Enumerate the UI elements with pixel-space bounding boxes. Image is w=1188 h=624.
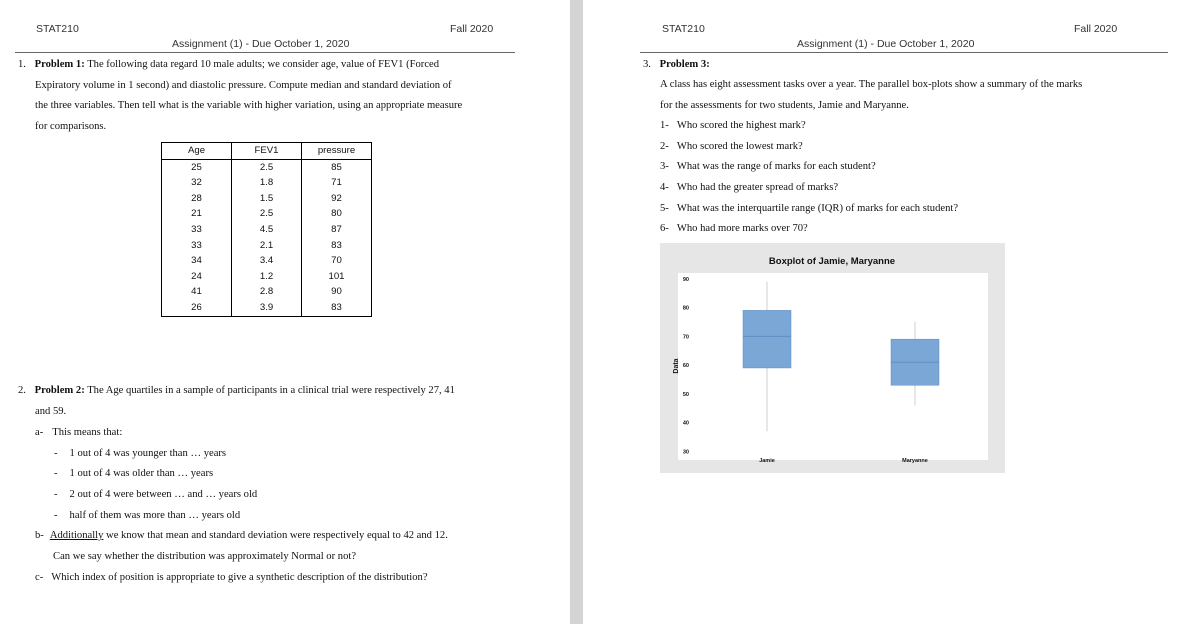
question-item: 5- What was the interquartile range (IQR) of marks for each student? <box>660 203 959 214</box>
term: Fall 2020 <box>1074 23 1118 35</box>
header-pressure: pressure <box>302 143 372 160</box>
cell-age: 28 <box>162 191 232 207</box>
table-row <box>162 222 372 238</box>
table-row <box>162 284 372 300</box>
left-page <box>0 0 570 624</box>
question-item: 4- Who had the greater spread of marks? <box>660 182 839 193</box>
cell-fev1: 4.5 <box>232 222 302 238</box>
table-row <box>162 253 372 269</box>
y-axis-label: Data <box>673 358 680 374</box>
cell-pressure: 85 <box>302 159 372 175</box>
y-tick-label: 80 <box>682 305 689 312</box>
cell-pressure: 90 <box>302 284 372 300</box>
assignment-title: Assignment (1) - Due October 1, 2020 <box>172 38 350 50</box>
bullet-item: - 2 out of 4 were between … and … years old <box>54 489 258 500</box>
y-tick-label: 70 <box>682 334 689 341</box>
table-row <box>162 175 372 191</box>
cell-fev1: 1.2 <box>232 269 302 285</box>
y-tick-label: 60 <box>682 363 689 370</box>
boxplot-svg <box>660 243 1005 473</box>
bullet-item: - 1 out of 4 was younger than … years <box>54 448 227 459</box>
cell-pressure: 80 <box>302 206 372 222</box>
cell-age: 33 <box>162 222 232 238</box>
cell-pressure: 92 <box>302 191 372 207</box>
part-b: b- Additionally we know that mean and standard deviation were respectively equal to 42 and 12. <box>35 530 448 541</box>
table-row <box>162 159 372 175</box>
cell-age: 25 <box>162 159 232 175</box>
term: Fall 2020 <box>450 23 494 35</box>
cell-age: 21 <box>162 206 232 222</box>
cell-age: 26 <box>162 300 232 316</box>
problem-2-line-1: 2. Problem 2: The Age quartiles in a sample of participants in a clinical trial were respectively 27, 41 <box>18 385 455 396</box>
y-tick-label: 50 <box>682 391 689 398</box>
cell-pressure: 70 <box>302 253 372 269</box>
course-code: STAT210 <box>662 23 705 35</box>
table-row <box>162 238 372 254</box>
header-age: Age <box>162 143 232 160</box>
cell-fev1: 2.8 <box>232 284 302 300</box>
problem-1-line-2: Expiratory volume in 1 second) and diastolic pressure. Compute median and standard deviation of <box>35 80 452 91</box>
problem-1-line-4: for comparisons. <box>35 121 107 132</box>
chart-title: Boxplot of Jamie, Maryanne <box>768 256 896 267</box>
cell-pressure: 87 <box>302 222 372 238</box>
header-rule <box>15 52 515 53</box>
cell-fev1: 1.8 <box>232 175 302 191</box>
cell-fev1: 2.1 <box>232 238 302 254</box>
table-row <box>162 269 372 285</box>
part-c: c- Which index of position is appropriate to give a synthetic description of the distribution? <box>35 572 428 583</box>
cell-fev1: 3.9 <box>232 300 302 316</box>
y-tick-label: 30 <box>682 449 689 456</box>
question-item: 6- Who had more marks over 70? <box>660 223 808 234</box>
problem-1-line-3: the three variables. Then tell what is the variable with higher variation, using an appropriate measure <box>35 100 463 111</box>
question-item: 2- Who scored the lowest mark? <box>660 141 803 152</box>
cell-fev1: 1.5 <box>232 191 302 207</box>
cell-age: 24 <box>162 269 232 285</box>
question-item: 1- Who scored the highest mark? <box>660 120 806 131</box>
problem-2-line-2: and 59. <box>35 406 67 417</box>
x-category-label: Maryanne <box>902 458 928 464</box>
cell-pressure: 83 <box>302 300 372 316</box>
header-fev1: FEV1 <box>232 143 302 160</box>
cell-pressure: 101 <box>302 269 372 285</box>
part-b-line-2: Can we say whether the distribution was approximately Normal or not? <box>53 551 357 562</box>
cell-age: 32 <box>162 175 232 191</box>
problem-1-line-1: 1. Problem 1: The following data regard 10 male adults; we consider age, value of FEV1 (Forced <box>18 59 440 70</box>
cell-pressure: 71 <box>302 175 372 191</box>
cell-age: 41 <box>162 284 232 300</box>
cell-fev1: 2.5 <box>232 206 302 222</box>
boxplot-chart <box>660 243 1005 473</box>
assignment-title: Assignment (1) - Due October 1, 2020 <box>797 38 975 50</box>
y-tick-label: 90 <box>682 276 689 283</box>
problem-3-line-1: A class has eight assessment tasks over a year. The parallel box-plots show a summary of the marks <box>660 79 1083 90</box>
table-row <box>162 300 372 316</box>
table-header-row <box>162 143 372 160</box>
table-row <box>162 191 372 207</box>
table-row <box>162 206 372 222</box>
page-gutter <box>570 0 583 624</box>
part-a: a- This means that: <box>35 427 123 438</box>
data-table <box>161 142 372 317</box>
course-code: STAT210 <box>36 23 79 35</box>
bullet-item: - half of them was more than … years old <box>54 510 241 521</box>
bullet-item: - 1 out of 4 was older than … years <box>54 468 214 479</box>
iqr-box <box>743 310 791 368</box>
cell-pressure: 83 <box>302 238 372 254</box>
y-tick-label: 40 <box>682 420 689 427</box>
cell-fev1: 2.5 <box>232 159 302 175</box>
cell-age: 33 <box>162 238 232 254</box>
cell-age: 34 <box>162 253 232 269</box>
question-item: 3- What was the range of marks for each student? <box>660 161 876 172</box>
problem-3-heading: 3. Problem 3: <box>643 59 710 70</box>
plot-area <box>678 273 988 460</box>
cell-fev1: 3.4 <box>232 253 302 269</box>
x-category-label: Jamie <box>759 458 775 464</box>
header-rule <box>640 52 1168 53</box>
problem-3-line-2: for the assessments for two students, Jamie and Maryanne. <box>660 100 909 111</box>
